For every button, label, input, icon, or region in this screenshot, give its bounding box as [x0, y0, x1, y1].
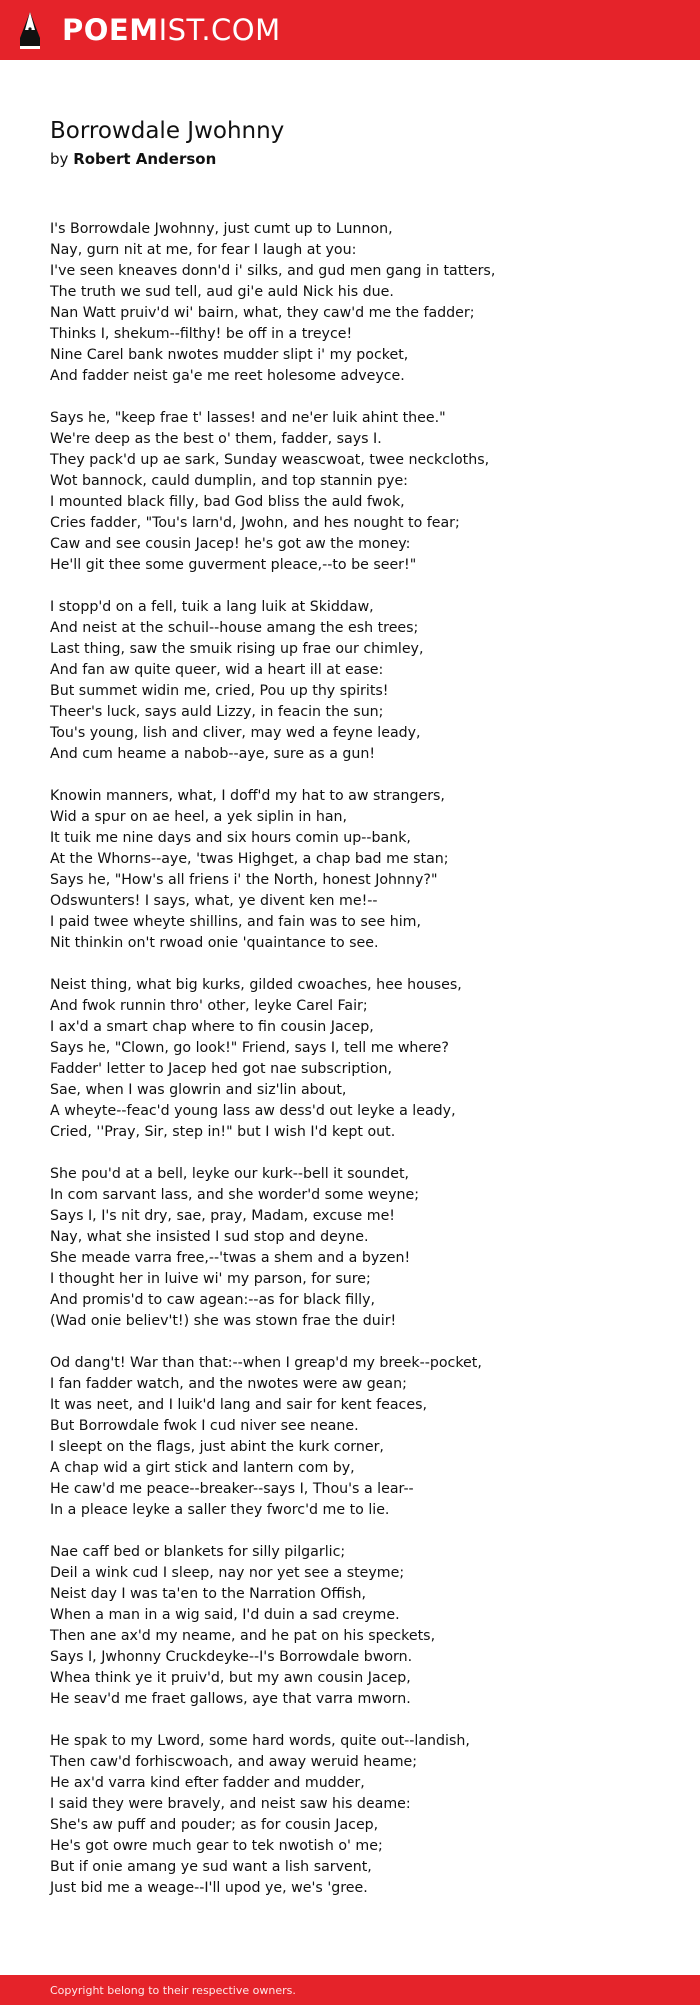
poem-line: Tou's young, lish and cliver, may wed a feyne leady,: [50, 725, 421, 741]
poem-line: Nay, gurn nit at me, for fear I laugh at you:: [50, 242, 357, 258]
poem-line: But Borrowdale fwok I cud niver see neane.: [50, 1418, 359, 1434]
poem-line: Then caw'd forhiscwoach, and away weruid heame;: [50, 1754, 418, 1770]
by-label: by: [50, 150, 69, 168]
stanza: [50, 1542, 650, 1710]
copyright-notice: Copyright belong to their respective owners.: [50, 1983, 296, 1997]
stanza: [50, 1353, 650, 1521]
poem-line: I've seen kneaves donn'd i' silks, and gud men gang in tatters,: [50, 263, 496, 279]
poem-line: I said they were bravely, and neist saw his deame:: [50, 1796, 411, 1812]
poem-line: It was neet, and I luik'd lang and sair for kent feaces,: [50, 1397, 427, 1413]
poem-line: He caw'd me peace--breaker--says I, Thou's a lear--: [50, 1481, 414, 1497]
poem-line: And promis'd to caw agean:--as for black filly,: [50, 1292, 375, 1308]
poem-line: Whea think ye it pruiv'd, but my awn cousin Jacep,: [50, 1670, 411, 1686]
poem-line: Nit thinkin on't rwoad onie 'quaintance to see.: [50, 935, 379, 951]
poem-line: In a pleace leyke a saller they fworc'd me to lie.: [50, 1502, 390, 1518]
poem-line: He's got owre much gear to tek nwotish o' me;: [50, 1838, 383, 1854]
poem-line: He seav'd me fraet gallows, aye that varra mworn.: [50, 1691, 411, 1707]
stanza: [50, 975, 650, 1143]
poem-line: I mounted black filly, bad God bliss the auld fwok,: [50, 494, 405, 510]
poem-line: Nine Carel bank nwotes mudder slipt i' my pocket,: [50, 347, 409, 363]
poem-line: Says I, Jwhonny Cruckdeyke--I's Borrowdale bworn.: [50, 1649, 413, 1665]
poem-line: The truth we sud tell, aud gi'e auld Nick his due.: [50, 284, 394, 300]
poem-line: Nae caff bed or blankets for silly pilgarlic;: [50, 1544, 346, 1560]
poem-line: I fan fadder watch, and the nwotes were aw gean;: [50, 1376, 407, 1392]
poem-line: Sae, when I was glowrin and siz'lin about,: [50, 1082, 347, 1098]
poem-line: (Wad onie believ't!) she was stown frae the duir!: [50, 1313, 397, 1329]
poem-line: Cried, ''Pray, Sir, step in!" but I wish I'd kept out.: [50, 1124, 396, 1140]
poem-line: Neist thing, what big kurks, gilded cwoaches, hee houses,: [50, 977, 462, 993]
poem-line: Odswunters! I says, what, ye divent ken me!--: [50, 893, 378, 909]
stanza: [50, 597, 650, 765]
poem-line: Od dang't! War than that:--when I greap'd my breek--pocket,: [50, 1355, 482, 1371]
poem-line: He ax'd varra kind efter fadder and mudder,: [50, 1775, 365, 1791]
poem-line: Wid a spur on ae heel, a yek siplin in han,: [50, 809, 348, 825]
poem-line: He'll git thee some guverment pleace,--to be seer!": [50, 557, 417, 573]
poem-line: At the Whorns--aye, 'twas Highget, a chap bad me stan;: [50, 851, 449, 867]
top-bar: [0, 0, 700, 60]
poem-body: [50, 219, 650, 1920]
poem-line: It tuik me nine days and six hours comin up--bank,: [50, 830, 411, 846]
poem-line: And fwok runnin thro' other, leyke Carel Fair;: [50, 998, 368, 1014]
poem-line: Last thing, saw the smuik rising up frae our chimley,: [50, 641, 424, 657]
poem-line: In com sarvant lass, and she worder'd some weyne;: [50, 1187, 420, 1203]
poem-line: She's aw puff and pouder; as for cousin Jacep,: [50, 1817, 379, 1833]
stanza: [50, 786, 650, 954]
poem-header: [50, 116, 284, 170]
poem-line: And cum heame a nabob--aye, sure as a gun!: [50, 746, 376, 762]
poem-line: Wot bannock, cauld dumplin, and top stannin pye:: [50, 473, 408, 489]
byline: [50, 148, 284, 170]
poem-line: Deil a wink cud I sleep, nay nor yet see a steyme;: [50, 1565, 405, 1581]
stanza: [50, 1731, 650, 1899]
poem-line: But if onie amang ye sud want a lish sarvent,: [50, 1859, 372, 1875]
poem-line: She pou'd at a bell, leyke our kurk--bell it soundet,: [50, 1166, 410, 1182]
poem-line: Nay, what she insisted I sud stop and deyne.: [50, 1229, 369, 1245]
poem-line: I stopp'd on a fell, tuik a lang luik at Skiddaw,: [50, 599, 374, 615]
poem-line: Theer's luck, says auld Lizzy, in feacin the sun;: [50, 704, 384, 720]
poem-line: Thinks I, shekum--filthy! be off in a treyce!: [50, 326, 353, 342]
poem-line: She meade varra free,--'twas a shem and a byzen!: [50, 1250, 411, 1266]
footer: [0, 1975, 700, 2005]
stanza: [50, 408, 650, 576]
poem-line: Just bid me a weage--I'll upod ye, we's 'gree.: [50, 1880, 368, 1896]
poem-line: Cries fadder, "Tou's larn'd, Jwohn, and hes nought to fear;: [50, 515, 460, 531]
poem-line: But summet widin me, cried, Pou up thy spirits!: [50, 683, 389, 699]
poem-line: And fadder neist ga'e me reet holesome adveyce.: [50, 368, 405, 384]
poem-line: Says he, "Clown, go look!" Friend, says I, tell me where?: [50, 1040, 449, 1056]
poem-line: I thought her in luive wi' my parson, for sure;: [50, 1271, 371, 1287]
poem-line: And fan aw quite queer, wid a heart ill at ease:: [50, 662, 384, 678]
logo-light-part: IST.COM: [158, 13, 281, 47]
site-logo-text: [62, 13, 281, 47]
poem-line: Knowin manners, what, I doff'd my hat to aw strangers,: [50, 788, 445, 804]
logo-bold-part: POEM: [62, 13, 159, 47]
poem-line: We're deep as the best o' them, fadder, says I.: [50, 431, 382, 447]
poem-line: Says he, "keep frae t' lasses! and ne'er luik ahint thee.": [50, 410, 446, 426]
poem-line: He spak to my Lword, some hard words, quite out--landish,: [50, 1733, 470, 1749]
poem-line: Then ane ax'd my neame, and he pat on his speckets,: [50, 1628, 436, 1644]
pen-nib-icon: [18, 10, 42, 50]
poem-line: When a man in a wig said, I'd duin a sad creyme.: [50, 1607, 400, 1623]
author-name: Robert Anderson: [73, 150, 217, 168]
poem-line: Caw and see cousin Jacep! he's got aw the money:: [50, 536, 411, 552]
poem-line: I ax'd a smart chap where to fin cousin Jacep,: [50, 1019, 374, 1035]
poem-line: Nan Watt pruiv'd wi' bairn, what, they caw'd me the fadder;: [50, 305, 475, 321]
poem-line: Says I, I's nit dry, sae, pray, Madam, excuse me!: [50, 1208, 395, 1224]
poem-line: And neist at the schuil--house amang the esh trees;: [50, 620, 419, 636]
poem-line: I sleept on the flags, just abint the kurk corner,: [50, 1439, 384, 1455]
poem-line: I's Borrowdale Jwohnny, just cumt up to Lunnon,: [50, 221, 393, 237]
poem-line: I paid twee wheyte shillins, and fain was to see him,: [50, 914, 421, 930]
poem-title: Borrowdale Jwohnny: [50, 118, 285, 144]
poem-line: A wheyte--feac'd young lass aw dess'd out leyke a leady,: [50, 1103, 456, 1119]
poem-line: A chap wid a girt stick and lantern com by,: [50, 1460, 355, 1476]
stanza: [50, 219, 650, 387]
poem-line: Fadder' letter to Jacep hed got nae subscription,: [50, 1061, 393, 1077]
poem-line: They pack'd up ae sark, Sunday weascwoat, twee neckcloths,: [50, 452, 490, 468]
stanza: [50, 1164, 650, 1332]
poem-line: Neist day I was ta'en to the Narration Offish,: [50, 1586, 367, 1602]
poem-line: Says he, "How's all friens i' the North, honest Johnny?": [50, 872, 438, 888]
